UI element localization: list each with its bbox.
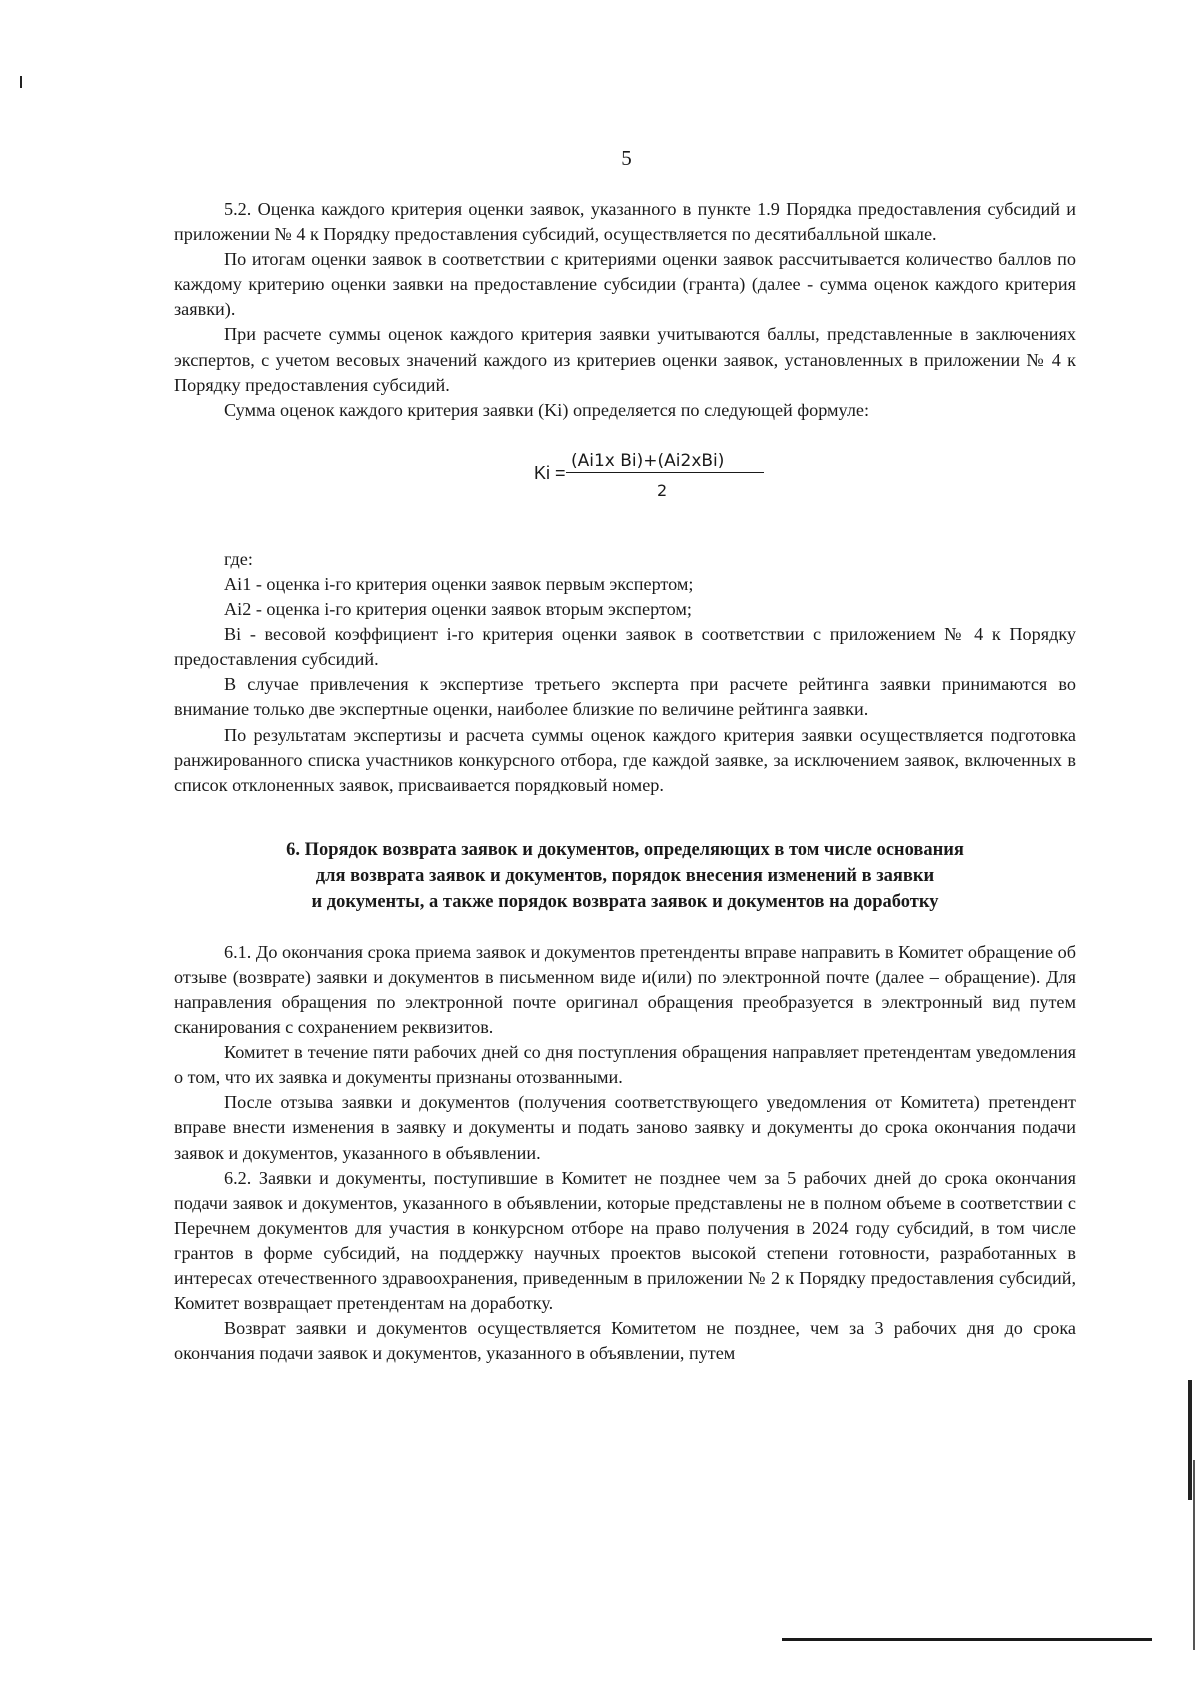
document-body (174, 197, 1076, 1366)
scan-artifact-line (782, 1638, 1152, 1641)
paragraph-return-timing: Возврат заявки и документов осуществляется Комитетом не позднее, чем за 3 рабочих дня до срока окончания подачи заявок и документов, указанного в объявлении, путем (174, 1318, 1076, 1364)
definition-ai2: Ai2 - оценка i-го критерия оценки заявок вторым экспертом; (224, 599, 692, 620)
paragraph-expert-weights: При расчете суммы оценок каждого критерия заявки учитываются баллы, представленные в заключениях экспертов, с учетом весовых значений каждого из критериев оценки заявок, установленных в приложении № 4 к Порядку предоставления субсидий. (174, 324, 1076, 395)
definition-ai1: Ai1 - оценка i-го критерия оценки заявок первым экспертом; (224, 573, 694, 594)
scan-artifact-edge (1193, 1460, 1195, 1650)
paragraph-third-expert: В случае привлечения к экспертизе третьего эксперта при расчете рейтинга заявки принимаются во внимание только две экспертные оценки, наиболее близкие по величине рейтинга заявки. (174, 674, 1076, 720)
paragraph-6-2: 6.2. Заявки и документы, поступившие в Комитет не позднее чем за 5 рабочих дней до срока окончания подачи заявок и документов, указанного в объявлении, которые представлены не в полном объеме в соответствии с Перечнем документов для участия в конкурсном отборе на право получения в 2024 году субсидий, в том числе грантов в форме субсидий, на поддержку научных проектов высокой степени готовности, разработанных в интересах отечественного здравоохранения, приведенным в приложении № 2 к Порядку предоставления субсидий, Комитет возвращает претендентам на доработку. (174, 1167, 1076, 1314)
scan-artifact-mark (20, 76, 22, 88)
section-6-heading-line: 6. Порядок возврата заявок и документов, определяющих в том числе основания (286, 839, 964, 860)
paragraph-where: где: (224, 548, 253, 569)
scan-artifact-edge (1188, 1380, 1192, 1500)
paragraph-after-withdrawal: После отзыва заявки и документов (получения соответствующего уведомления от Комитета) претендент вправе внести изменения в заявку и документы и подать заново заявку и документы до срока окончания подачи заявок и документов, указанного в объявлении. (174, 1092, 1076, 1163)
formula-numerator: (Ai1x Bi)+(Ai2xBi) (571, 450, 725, 471)
section-6-heading-line: и документы, а также порядок возврата заявок и документов на доработку (311, 891, 939, 912)
paragraph-committee-notice: Комитет в течение пяти рабочих дней со дня поступления обращения направляет претендентам уведомления о том, что их заявка и документы признаны отозванными. (174, 1042, 1076, 1088)
section-6-heading-line: для возврата заявок и документов, порядок внесения изменений в заявки (315, 865, 935, 886)
paragraph-6-1: 6.1. До окончания срока приема заявок и документов претенденты вправе направить в Комитет обращение об отзыве (возврате) заявки и документов в письменном виде и(или) по электронной почте (далее – обращение). Для направления обращения по электронной почте оригинал обращения преобразуется в электронный вид путем сканирования с сохранением реквизитов. (174, 941, 1076, 1038)
formula-ki (174, 431, 1076, 536)
formula-denominator: 2 (657, 480, 668, 500)
paragraph-5-2: 5.2. Оценка каждого критерия оценки заявок, указанного в пункте 1.9 Порядка предоставления субсидий и приложении № 4 к Порядку предоставления субсидий, осуществляется по десятибалльной шкале. (174, 199, 1076, 245)
paragraph-formula-intro: Сумма оценок каждого критерия заявки (Ki) определяется по следующей формуле: (224, 399, 870, 420)
page-number: 5 (621, 146, 632, 170)
section-6-heading (174, 837, 1076, 915)
formula-lhs: Ki = (534, 462, 566, 483)
formula-fraction-bar (566, 472, 764, 474)
definition-bi: Bi - весовой коэффициент i-го критерия оценки заявок в соответствии с приложением № 4 к Порядку предоставления субсидий. (174, 624, 1076, 670)
paragraph-ranked-list: По результатам экспертизы и расчета суммы оценок каждого критерия заявки осуществляется подготовка ранжированного списка участников конкурсного отбора, где каждой заявке, за исключением заявок, включенных в список отклоненных заявок, присваивается порядковый номер. (174, 724, 1076, 795)
paragraph-scoring-totals: По итогам оценки заявок в соответствии с критериями оценки заявок рассчитывается количество баллов по каждому критерию оценки заявки на предоставление субсидии (гранта) (далее - сумма оценок каждого критерия заявки). (174, 249, 1076, 320)
